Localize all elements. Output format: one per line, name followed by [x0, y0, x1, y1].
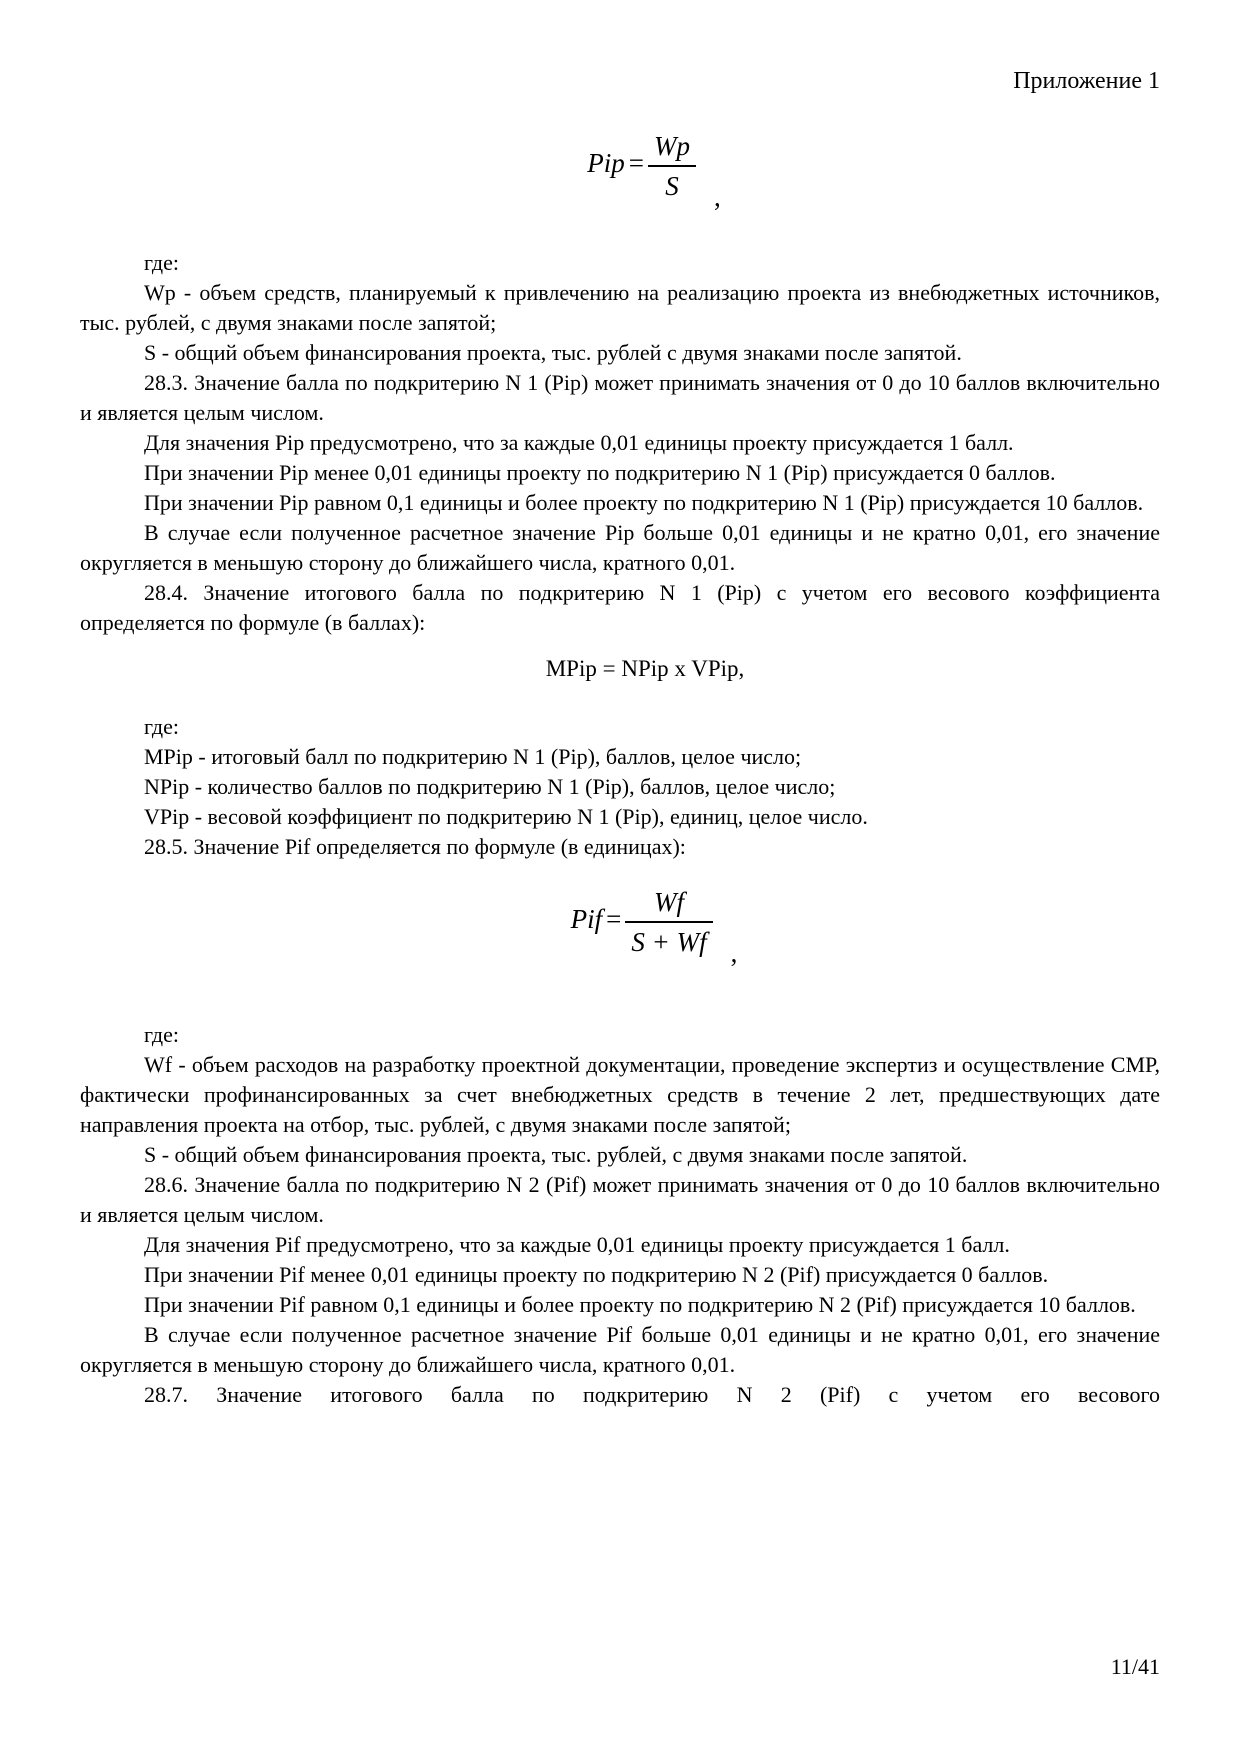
paragraph-pip-rule-3: При значении Pip равном 0,1 единицы и более проекту по подкритерию N 1 (Pip) присуждается 10 баллов.: [144, 490, 1144, 515]
formula-pip: [80, 130, 1160, 213]
paragraph-pip-rule-2: При значении Pip менее 0,01 единицы проекту по подкритерию N 1 (Pip) присуждается 0 баллов.: [144, 460, 1056, 485]
formula-pip-lhs: Pip: [587, 148, 625, 179]
paragraph-gde-1: где:: [144, 250, 179, 275]
paragraph-vpip-definition: VPip - весовой коэффициент по подкритерию N 1 (Pip), единиц, целое число.: [144, 804, 868, 829]
paragraph-pif-rule-1: Для значения Pif предусмотрено, что за каждые 0,01 единицы проекту присуждается 1 балл.: [144, 1232, 1010, 1257]
formula-pif-equals: =: [606, 904, 622, 935]
formula-pif-fraction: [625, 886, 712, 958]
formula-pif: [80, 886, 1160, 969]
paragraph-28-5: 28.5. Значение Pif определяется по формуле (в единицах):: [144, 834, 686, 859]
formula-pip-denominator: S: [665, 171, 679, 201]
paragraph-wf-definition: Wf - объем расходов на разработку проектной документации, проведение экспертиз и осуществление СМР, фактически профинансированных за счет внебюджетных средств в течение 2 лет, предшествующих дате направления проекта на отбор, тыс. рублей, с двумя знаками после запятой;: [80, 1052, 1160, 1137]
formula-pip-equals: =: [628, 148, 644, 179]
paragraph-28-6: 28.6. Значение балла по подкритерию N 2 (Pif) может принимать значения от 0 до 10 баллов включительно и является целым числом.: [80, 1172, 1160, 1227]
page-number: 11/41: [1110, 1654, 1160, 1679]
formula-pif-numerator: Wf: [625, 886, 712, 923]
paragraph-28-7: 28.7. Значение итогового балла по подкритерию N 2 (Pif) с учетом его весового: [144, 1382, 1160, 1407]
formula-pip-fraction: [648, 130, 696, 202]
formula-pip-comma: ,: [713, 182, 721, 213]
formula-mpip: MPip = NPip x VPip,: [545, 656, 745, 681]
paragraph-s-definition-2: S - общий объем финансирования проекта, тыс. рублей, с двумя знаками после запятой.: [144, 1142, 968, 1167]
paragraph-npip-definition: NPip - количество баллов по подкритерию N 1 (Pip), баллов, целое число;: [144, 774, 836, 799]
paragraph-28-4: 28.4. Значение итогового балла по подкритерию N 1 (Pip) с учетом его весового коэффициента определяется по формуле (в баллах):: [80, 580, 1160, 635]
formula-pif-lhs: Pif: [570, 904, 603, 935]
annex-header: Приложение 1: [1013, 68, 1160, 94]
paragraph-28-3: 28.3. Значение балла по подкритерию N 1 (Pip) может принимать значения от 0 до 10 баллов включительно и является целым числом.: [80, 370, 1160, 425]
paragraph-pif-rule-3: При значении Pif равном 0,1 единицы и более проекту по подкритерию N 2 (Pif) присуждается 10 баллов.: [144, 1292, 1136, 1317]
paragraph-mpip-definition: MPip - итоговый балл по подкритерию N 1 (Pip), баллов, целое число;: [144, 744, 802, 769]
paragraph-wp-definition: Wp - объем средств, планируемый к привлечению на реализацию проекта из внебюджетных источников, тыс. рублей, с двумя знаками после запятой;: [80, 280, 1160, 335]
paragraph-pif-rule-2: При значении Pif менее 0,01 единицы проекту по подкритерию N 2 (Pif) присуждается 0 баллов.: [144, 1262, 1049, 1287]
formula-pif-denominator: S + Wf: [631, 927, 707, 957]
paragraph-pip-rounding: В случае если полученное расчетное значение Pip больше 0,01 единицы и не кратно 0,01, его значение округляется в меньшую сторону до ближайшего числа, кратного 0,01.: [80, 520, 1160, 575]
paragraph-pip-rule-1: Для значения Pip предусмотрено, что за каждые 0,01 единицы проекту присуждается 1 балл.: [144, 430, 1014, 455]
paragraph-gde-2: где:: [144, 714, 179, 739]
formula-pif-comma: ,: [730, 938, 738, 969]
formula-pip-numerator: Wp: [648, 130, 696, 167]
paragraph-s-definition-1: S - общий объем финансирования проекта, тыс. рублей с двумя знаками после запятой.: [144, 340, 962, 365]
paragraph-pif-rounding: В случае если полученное расчетное значение Pif больше 0,01 единицы и не кратно 0,01, его значение округляется в меньшую сторону до ближайшего числа, кратного 0,01.: [80, 1322, 1160, 1377]
paragraph-gde-3: где:: [144, 1022, 179, 1047]
